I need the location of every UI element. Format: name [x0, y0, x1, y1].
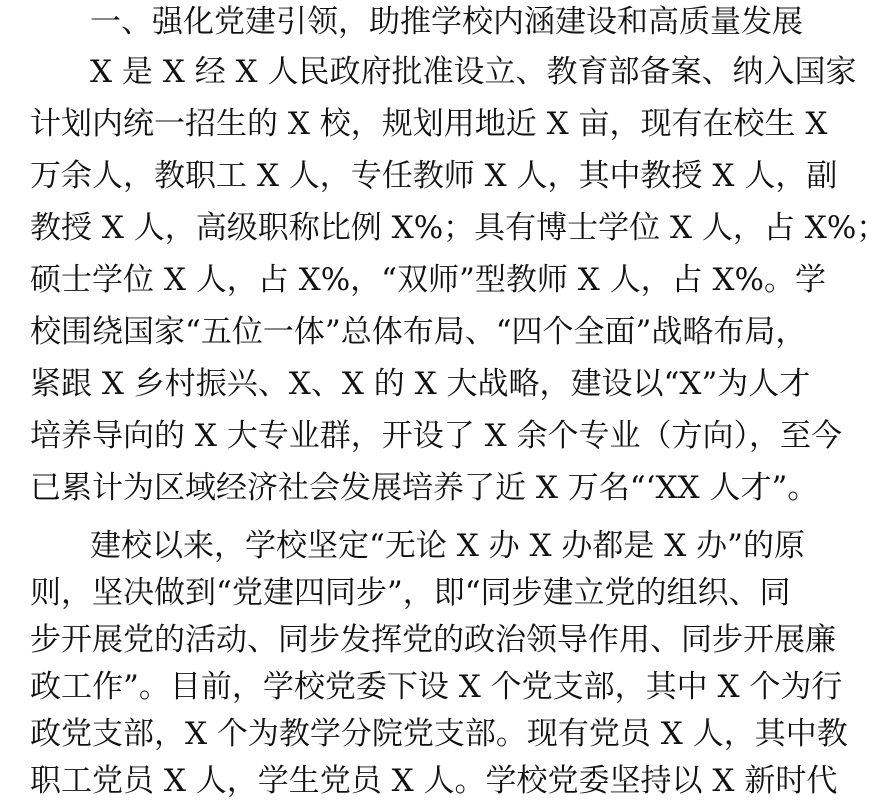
section-heading: 一、强化党建引领，助推学校内涵建设和高质量发展	[90, 4, 803, 40]
paragraph-line: 计划内统一招生的 X 校，规划用地近 X 亩，现有在校生 X	[30, 106, 828, 142]
paragraph-line: 已累计为区域经济社会发展培养了近 X 万名“‘XX 人才”。	[30, 470, 819, 506]
paragraph-line: 万余人，教职工 X 人，专任教师 X 人，其中教授 X 人，副	[30, 158, 838, 194]
paragraph-line: 教授 X 人，高级职称比例 X%；具有博士学位 X 人，占 X%；	[30, 210, 887, 246]
paragraph-line: 政工作”。目前，学校党委下设 X 个党支部，其中 X 个为行	[30, 669, 843, 705]
paragraph-line: 硕士学位 X 人，占 X%，“双师”型教师 X 人，占 X%。学	[30, 262, 827, 298]
paragraph-line: X 是 X 经 X 人民政府批准设立、教育部备案、纳入国家	[90, 54, 857, 90]
paragraph-line: 政党支部，X 个为教学分院党支部。现有党员 X 人，其中教	[30, 716, 848, 752]
paragraph-line: 步开展党的活动、同步发挥党的政治领导作用、同步开展廉	[30, 622, 836, 658]
paragraph-line: 培养导向的 X 大专业群，开设了 X 余个专业（方向），至今	[30, 418, 843, 454]
paragraph-line: 紧跟 X 乡村振兴、X、X 的 X 大战略，建设以“X”为人才	[30, 366, 811, 402]
paragraph-line: 校围绕国家“五位一体”总体布局、“四个全面”战略布局，	[30, 314, 807, 350]
paragraph-line: 则，坚决做到“党建四同步”，即“同步建立党的组织、同	[30, 575, 791, 611]
paragraph-line: 职工党员 X 人，学生党员 X 人。学校党委坚持以 X 新时代	[30, 763, 838, 799]
paragraph-line: 建校以来，学校坚定“无论 X 办 X 办都是 X 办”的原	[90, 528, 806, 564]
